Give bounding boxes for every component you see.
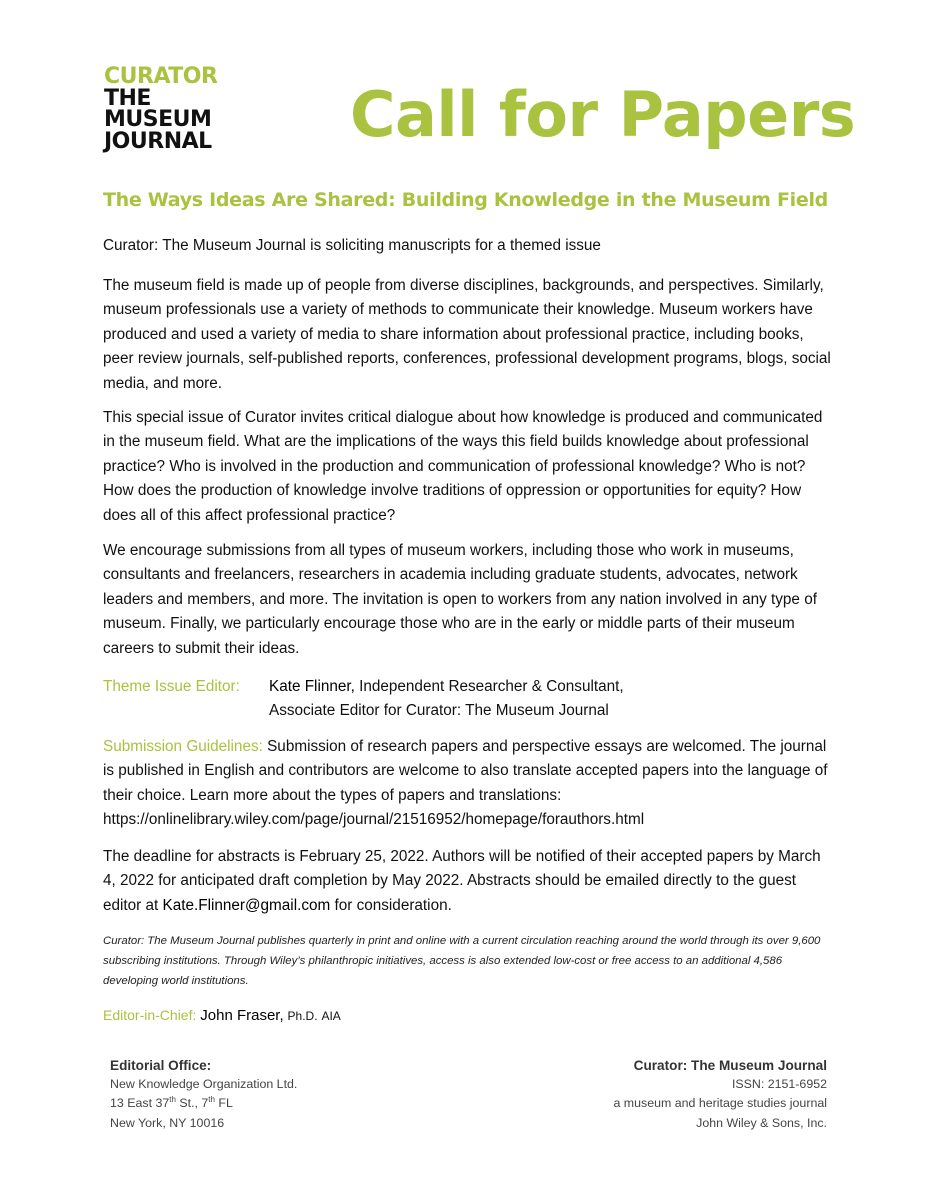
logo-line-journal: JOURNAL	[104, 128, 212, 154]
journal-issn: ISSN: 2151-6952	[731, 1077, 827, 1092]
journal-publisher: John Wiley & Sons, Inc.	[696, 1115, 827, 1130]
submission-guidelines	[103, 735, 833, 833]
submission-url-link[interactable]: https://onlinelibrary.wiley.com/page/journal/21516952/homepage/forauthors.html	[103, 811, 645, 829]
editorial-office-heading: Editorial Office:	[110, 1058, 212, 1073]
theme-editor-role: Independent Researcher & Consultant,	[354, 678, 624, 695]
logo-line-curator: CURATOR	[104, 64, 218, 89]
office-city: New York, NY 10016	[110, 1115, 225, 1130]
theme-editor-label: Theme Issue Editor:	[103, 678, 240, 695]
submission-label: Submission Guidelines:	[103, 738, 263, 755]
office-organization: New Knowledge Organization Ltd.	[110, 1077, 298, 1092]
paragraph-intro: The museum field is made up of people from diverse disciplines, backgrounds, and perspectives. Similarly, museum professionals use a variety of methods to communicate their knowledge. Museum workers have produced and used a variety of media to share information about professional practice, including books, peer review journals, self-published reports, conferences, professional development programs, blogs, social media, and more.	[103, 277, 831, 392]
eic-aia: AIA	[321, 1009, 341, 1023]
office-street-address: 13 East 37th St., 7th FL	[110, 1095, 233, 1111]
theme-editor-role-2: Associate Editor for Curator: The Museum Journal	[269, 702, 609, 720]
eic-degree: Ph.D.	[287, 1009, 318, 1023]
paragraph-questions: This special issue of Curator invites critical dialogue about how knowledge is produced and communicated in the museum field. What are the implications of the ways this field builds knowledge about professional practice? Who is involved in the production and communication of professional knowledge? Who is not? How does the production of knowledge involve traditions of oppression or opportunities for equity? How does all of this affect professional practice?	[103, 409, 823, 524]
journal-name-heading: Curator: The Museum Journal	[633, 1058, 827, 1073]
journal-logo	[104, 66, 217, 152]
editor-email-link[interactable]: Kate.Flinner@gmail.com	[162, 896, 331, 914]
theme-editor-name: Kate Flinner,	[269, 678, 355, 695]
lead-sentence: Curator: The Museum Journal is soliciting manuscripts for a themed issue	[103, 237, 601, 254]
editor-in-chief	[103, 1005, 341, 1026]
journal-info-footer	[613, 1056, 827, 1133]
page-title: Call for Papers	[350, 78, 856, 151]
circulation-note: Curator: The Museum Journal publishes quarterly in print and online with a current circulation reaching around the world through its over 9,600 subscribing institutions. Through Wiley’s philanthropic initiatives, access is also extended low-cost or free access to an additional 4,586 developing world institutions.	[103, 935, 821, 987]
deadline-text: The deadline for abstracts is February 25, 2022. Authors will be notified of their accepted papers by March 4, 2022 for anticipated draft completion by May 2022. Abstracts should be emailed directly to the guest editor at	[103, 848, 821, 914]
submission-text: Submission of research papers and perspective essays are welcomed. The journal is published in English and contributors are welcome to also translate accepted papers into the language of their choice. Learn more about the types of papers and translations:	[103, 738, 828, 804]
logo-line-the: THE	[104, 85, 151, 111]
journal-description: a museum and heritage studies journal	[613, 1096, 827, 1111]
eic-name: John Fraser,	[200, 1007, 284, 1024]
eic-label: Editor-in-Chief:	[103, 1007, 197, 1023]
issue-subtitle: The Ways Ideas Are Shared: Building Knowledge in the Museum Field	[103, 189, 828, 211]
theme-editor-info	[269, 675, 624, 724]
editorial-office-footer	[110, 1056, 297, 1133]
deadline-suffix: for consideration.	[330, 896, 452, 914]
deadline-paragraph	[103, 845, 833, 918]
logo-line-museum: MUSEUM	[104, 107, 212, 133]
paragraph-invitation: We encourage submissions from all types of museum workers, including those who work in museums, consultants and freelancers, researchers in academia including graduate students, advocates, network leaders and members, and more. The invitation is open to workers from any nation involved in any type of museum. Finally, we particularly encourage those who are in the early or middle parts of their museum careers to submit their ideas.	[103, 542, 817, 657]
